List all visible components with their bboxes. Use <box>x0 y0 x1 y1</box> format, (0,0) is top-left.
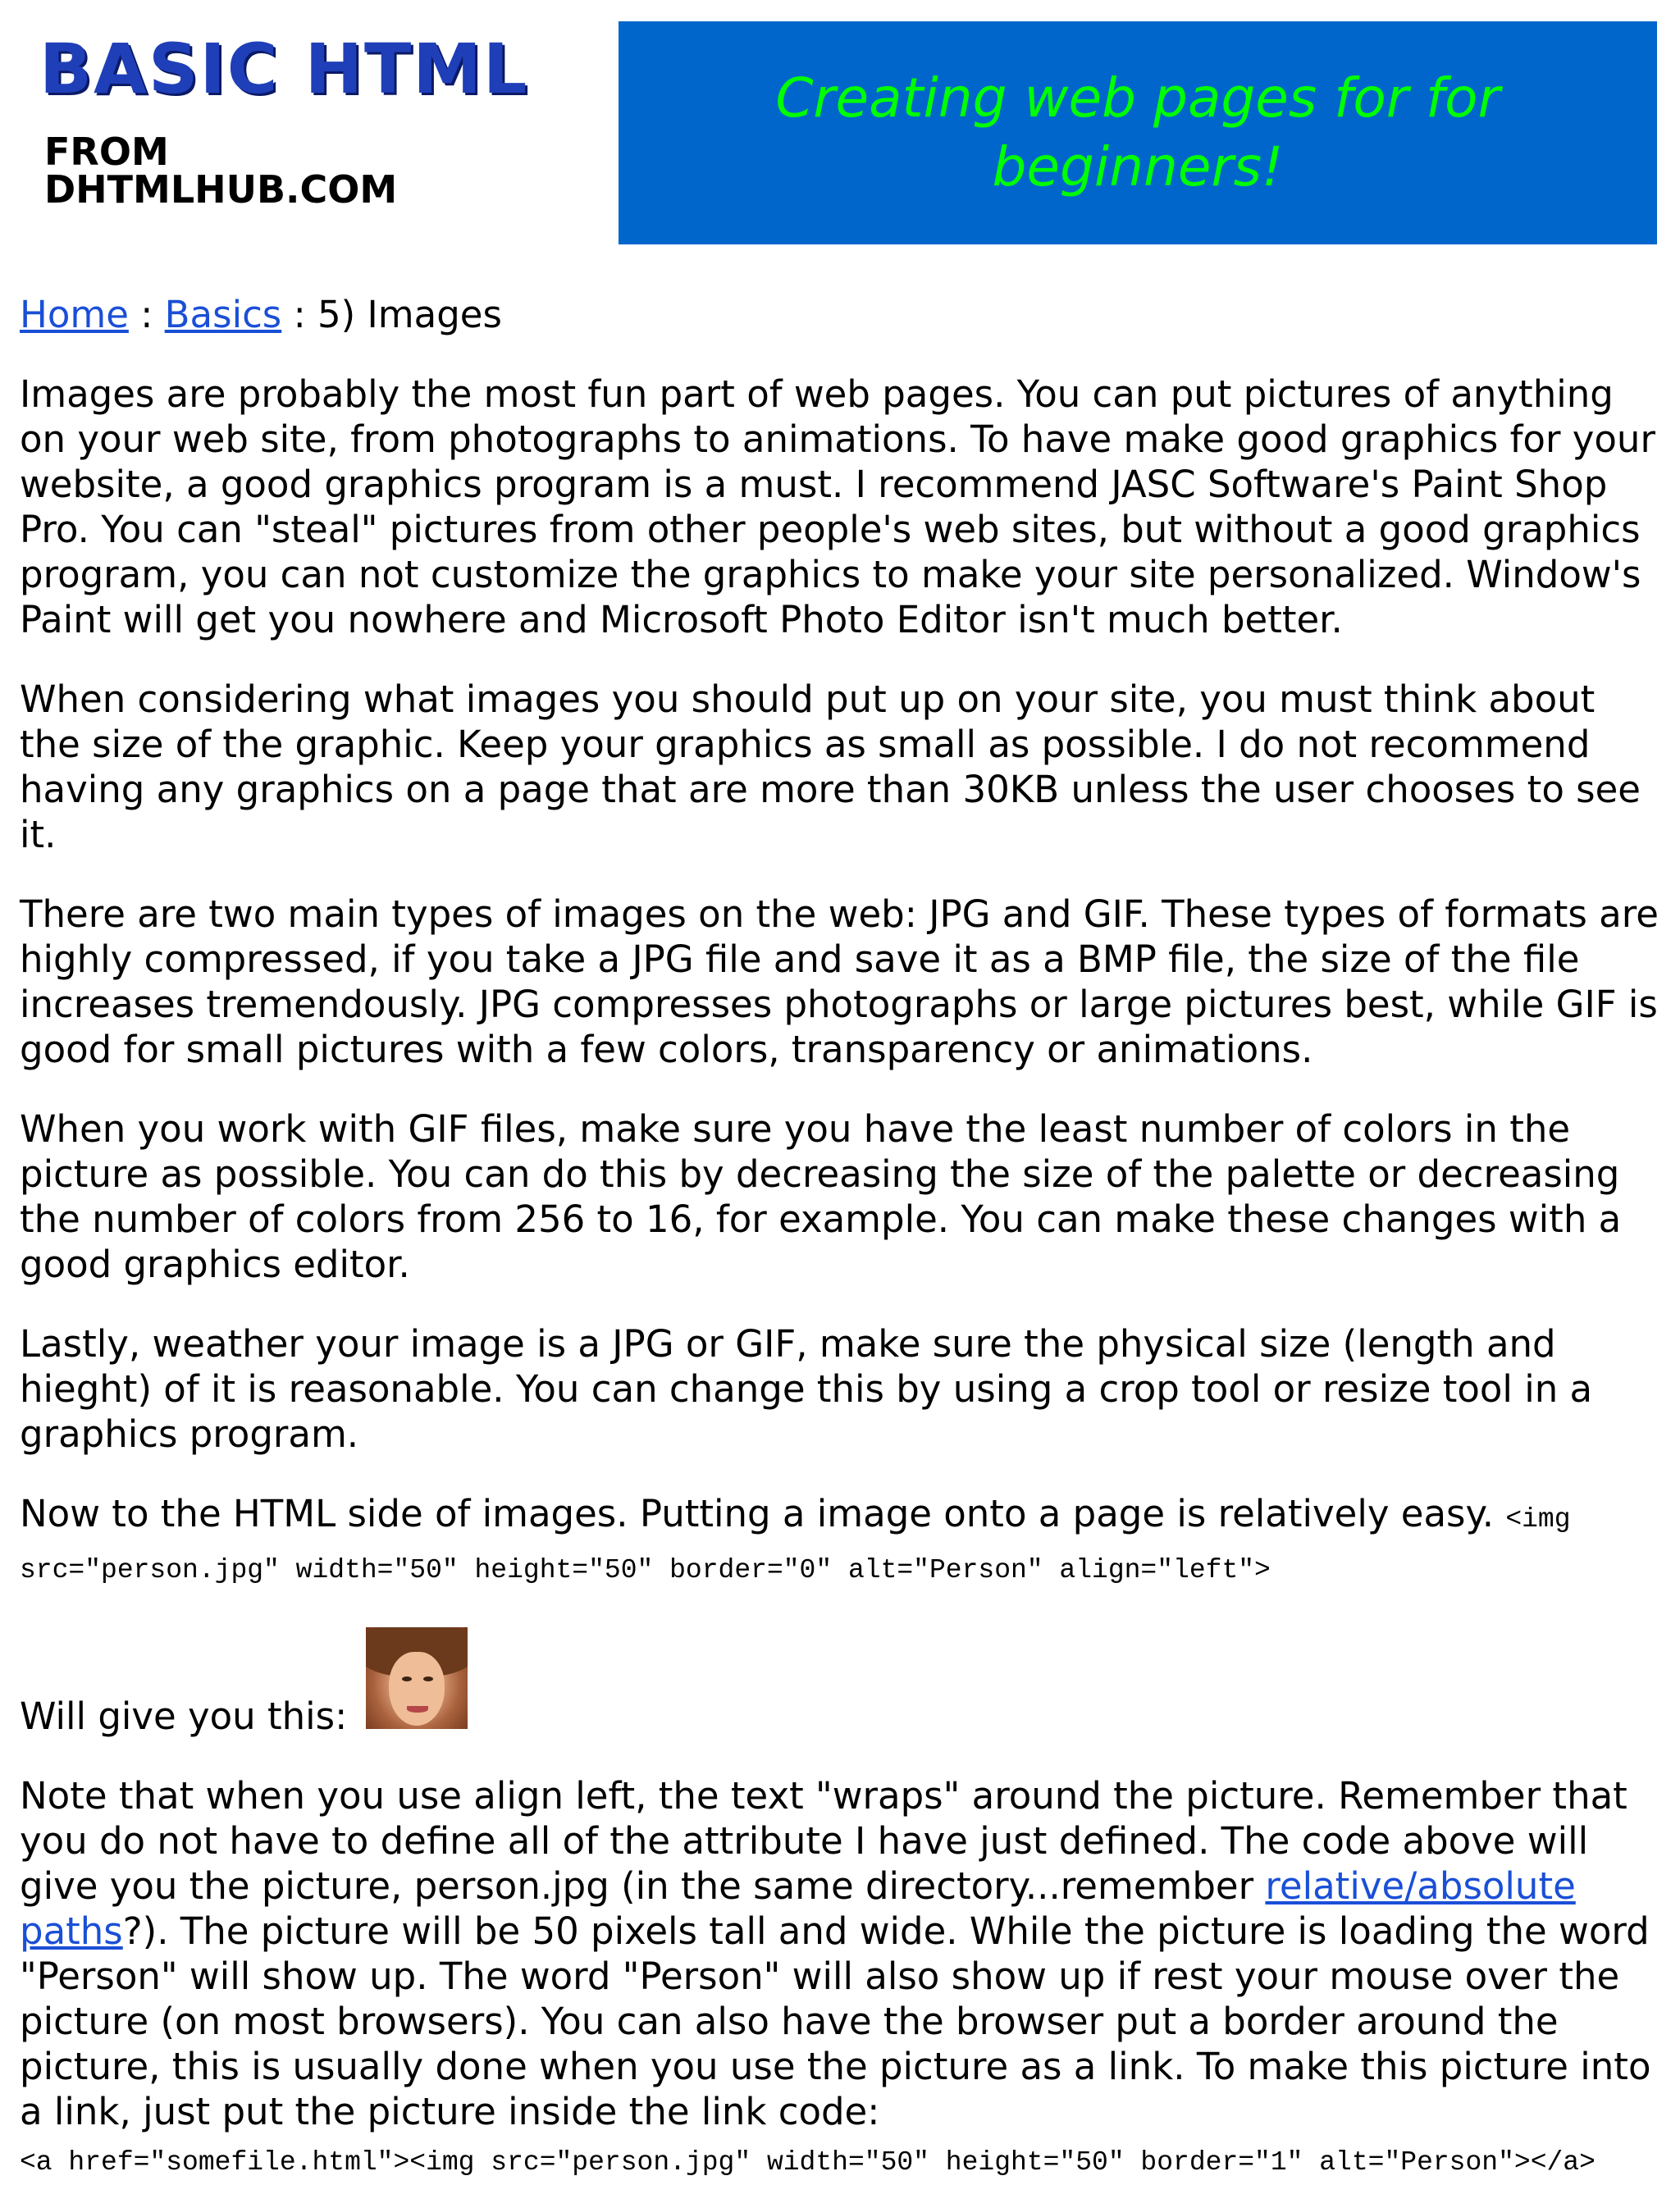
breadcrumb-current: 5) Images <box>317 293 502 336</box>
breadcrumb-separator: : <box>128 293 165 336</box>
paragraph-physical-size: Lastly, weather your image is a JPG or GIF, make sure the physical size (length and hieght) of it is reasonable. You can change this by using a crop tool or resize tool in a graphics program. <box>20 1322 1593 1456</box>
relative-absolute-paths-link[interactable]: relative/absolute paths <box>20 1864 1576 1953</box>
paragraph-size: When considering what images you should put up on your site, you must think about the size of the graphic. Keep your graphics as small as possible. I do not recommend having any graphics on a page that are more than 30KB unless the user chooses to see it. <box>20 677 1641 856</box>
breadcrumb-basics-link[interactable]: Basics <box>164 293 282 336</box>
paragraph-result <box>20 1627 1660 1739</box>
header-banner <box>619 21 1657 244</box>
img-code-example: <img src="person.jpg" width="50" height="50" border="0" alt="Person" align="left"> <box>20 1504 1571 1585</box>
paragraph-notes <box>20 1773 1660 2185</box>
paragraph-intro: Images are probably the most fun part of web pages. You can put pictures of anything on your web site, from photographs to animations. To have make good graphics for your website, a good graphics program is a must. I recommend JASC Software's Paint Shop Pro. You can "steal" pictures from other people's web sites, but without a good graphics program, you can not customize the graphics to make your site personalized. Window's Paint will get you nowhere and Microsoft Photo Editor isn't much better. <box>20 372 1655 641</box>
person-photo-icon <box>366 1627 468 1729</box>
html-side-text: Now to the HTML side of images. Putting a image onto a page is relatively easy. <box>20 1492 1506 1535</box>
main-content <box>20 292 1660 2185</box>
banner-tagline: Creating web pages for for beginners! <box>775 66 1500 198</box>
paragraph-gif-colors: When you work with GIF files, make sure you have the least number of colors in the picture as possible. You can do this by decreasing the size of the palette or decreasing the number of colors from 256 to 16, for example. You can make these changes with a good graphics editor. <box>20 1107 1622 1286</box>
notes-text-b: ?). The picture will be 50 pixels tall and wide. While the picture is loading the word "Person" will show up. The word "Person" will also show up if rest your mouse over the picture (on most browsers). You can also have the browser put a border around the picture, this is usually done when you use the picture as a link. To make this picture into a link, just put the picture inside the link code: <box>20 1909 1651 2133</box>
result-text: Will give you this: <box>20 1695 359 1738</box>
paragraph-formats: There are two main types of images on the web: JPG and GIF. These types of formats are highly compressed, if you take a JPG file and save it as a BMP file, the size of the file increases tremendously. JPG compresses photographs or large pictures best, while GIF is good for small pictures with a few colors, transparency or animations. <box>20 892 1659 1071</box>
notes-text-a: Note that when you use align left, the text "wraps" around the picture. Remember that you do not have to define all of the attribute I have just defined. The code above will give you the picture, person.jpg (in the same directory...remember <box>20 1774 1628 1908</box>
breadcrumb <box>20 292 1660 337</box>
site-logo[interactable] <box>39 29 532 212</box>
logo-subtitle: FROM DHTMLHUB.COM <box>44 130 398 212</box>
paragraph-html-side <box>20 1491 1660 1593</box>
breadcrumb-home-link[interactable]: Home <box>20 293 129 336</box>
breadcrumb-separator: : <box>281 293 318 336</box>
link-code-example: <a href="somefile.html"><img src="person.jpg" width="50" height="50" border="1" alt="Person"></a> <box>20 2147 1596 2178</box>
logo-title: BASIC HTML <box>39 29 529 109</box>
